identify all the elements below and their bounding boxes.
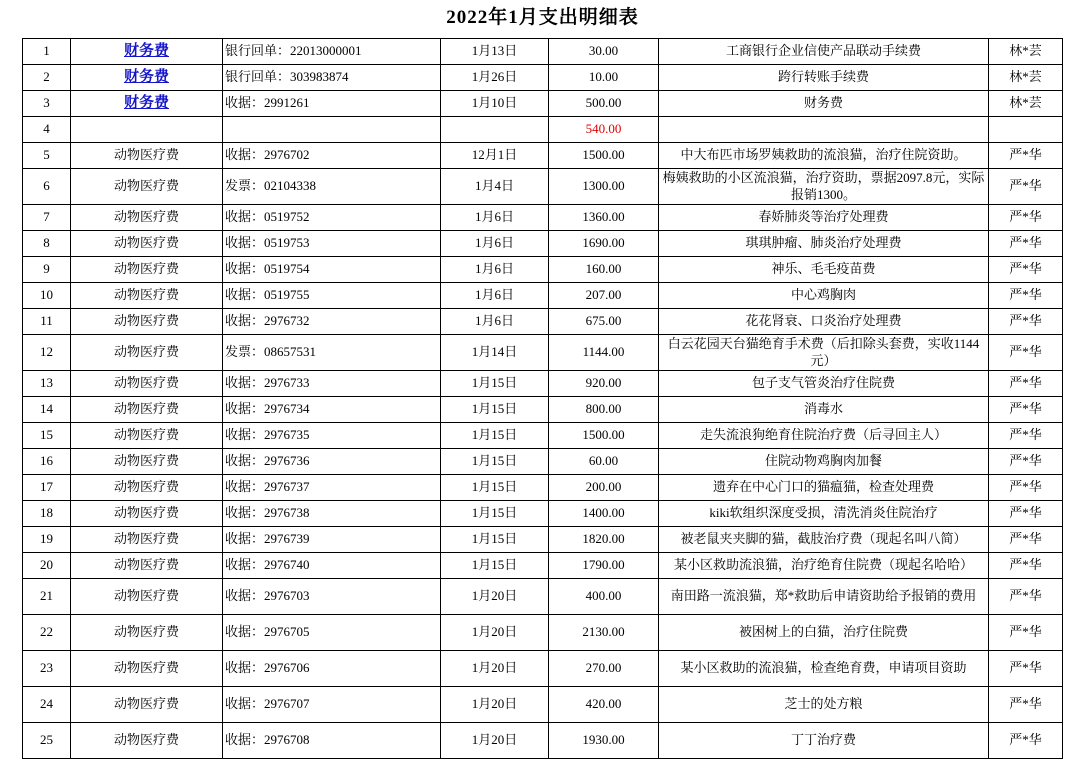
row-date-cell[interactable]: 1月15日 <box>441 475 549 501</box>
row-category-cell[interactable]: 动物医疗费 <box>71 231 223 257</box>
row-category-cell[interactable]: 动物医疗费 <box>71 143 223 169</box>
row-amount-cell[interactable]: 1400.00 <box>549 501 659 527</box>
row-category-cell[interactable]: 动物医疗费 <box>71 257 223 283</box>
table-row[interactable] <box>23 205 1063 231</box>
row-amount-cell[interactable]: 160.00 <box>549 257 659 283</box>
row-category-cell[interactable]: 动物医疗费 <box>71 283 223 309</box>
row-date-cell[interactable]: 1月20日 <box>441 723 549 759</box>
row-description-cell[interactable]: 某小区救助的流浪猫，检查绝育费，申请项目资助 <box>659 651 989 687</box>
row-document-cell[interactable]: 收据：2976708 <box>223 723 441 759</box>
row-handler-cell[interactable]: 严*华 <box>989 257 1063 283</box>
row-index-cell[interactable]: 16 <box>23 449 71 475</box>
row-amount-cell[interactable]: 270.00 <box>549 651 659 687</box>
row-document-cell[interactable]: 收据：2976736 <box>223 449 441 475</box>
row-description-cell[interactable]: 中心鸡胸肉 <box>659 283 989 309</box>
row-document-cell[interactable]: 收据：2976706 <box>223 651 441 687</box>
row-document-cell[interactable]: 收据：2976702 <box>223 143 441 169</box>
row-document-cell[interactable]: 收据：0519752 <box>223 205 441 231</box>
row-description-cell[interactable]: 包子支气管炎治疗住院费 <box>659 371 989 397</box>
row-handler-cell[interactable]: 严*华 <box>989 231 1063 257</box>
row-index-cell[interactable]: 22 <box>23 615 71 651</box>
row-amount-cell[interactable]: 2130.00 <box>549 615 659 651</box>
row-category-cell[interactable]: 动物医疗费 <box>71 579 223 615</box>
row-description-cell[interactable]: 被困树上的白猫，治疗住院费 <box>659 615 989 651</box>
row-handler-cell[interactable]: 严*华 <box>989 723 1063 759</box>
row-document-cell[interactable]: 银行回单：303983874 <box>223 65 441 91</box>
row-index-cell[interactable]: 8 <box>23 231 71 257</box>
row-date-cell[interactable]: 1月10日 <box>441 91 549 117</box>
row-description-cell[interactable] <box>659 117 989 143</box>
table-row[interactable] <box>23 687 1063 723</box>
row-category-cell[interactable]: 动物医疗费 <box>71 335 223 371</box>
row-index-cell[interactable]: 25 <box>23 723 71 759</box>
row-category-cell[interactable]: 动物医疗费 <box>71 475 223 501</box>
row-category-cell[interactable]: 动物医疗费 <box>71 651 223 687</box>
row-handler-cell[interactable]: 严*华 <box>989 143 1063 169</box>
row-index-cell[interactable]: 20 <box>23 553 71 579</box>
row-document-cell[interactable]: 收据：0519755 <box>223 283 441 309</box>
row-date-cell[interactable]: 1月4日 <box>441 169 549 205</box>
row-date-cell[interactable]: 1月15日 <box>441 397 549 423</box>
row-handler-cell[interactable]: 林*芸 <box>989 91 1063 117</box>
table-row[interactable] <box>23 309 1063 335</box>
row-index-cell[interactable]: 6 <box>23 169 71 205</box>
row-document-cell[interactable]: 银行回单：22013000001 <box>223 39 441 65</box>
row-index-cell[interactable]: 18 <box>23 501 71 527</box>
row-handler-cell[interactable]: 严*华 <box>989 397 1063 423</box>
row-date-cell[interactable]: 1月13日 <box>441 39 549 65</box>
row-handler-cell[interactable]: 严*华 <box>989 651 1063 687</box>
row-category-cell[interactable]: 动物医疗费 <box>71 527 223 553</box>
row-document-cell[interactable]: 发票：08657531 <box>223 335 441 371</box>
table-row[interactable] <box>23 169 1063 205</box>
row-description-cell[interactable]: kiki软组织深度受损，清洗消炎住院治疗 <box>659 501 989 527</box>
row-index-cell[interactable]: 19 <box>23 527 71 553</box>
row-amount-cell[interactable]: 500.00 <box>549 91 659 117</box>
row-date-cell[interactable]: 1月15日 <box>441 527 549 553</box>
table-row[interactable] <box>23 143 1063 169</box>
row-index-cell[interactable]: 9 <box>23 257 71 283</box>
row-index-cell[interactable]: 12 <box>23 335 71 371</box>
row-amount-cell[interactable]: 1690.00 <box>549 231 659 257</box>
table-row[interactable] <box>23 257 1063 283</box>
row-amount-cell[interactable]: 207.00 <box>549 283 659 309</box>
row-handler-cell[interactable] <box>989 117 1063 143</box>
table-row[interactable] <box>23 65 1063 91</box>
row-handler-cell[interactable]: 严*华 <box>989 687 1063 723</box>
row-date-cell[interactable]: 1月14日 <box>441 335 549 371</box>
row-index-cell[interactable]: 7 <box>23 205 71 231</box>
row-description-cell[interactable]: 芝士的处方粮 <box>659 687 989 723</box>
row-date-cell[interactable]: 1月6日 <box>441 205 549 231</box>
row-category-cell[interactable]: 动物医疗费 <box>71 723 223 759</box>
row-category-cell[interactable]: 动物医疗费 <box>71 397 223 423</box>
row-handler-cell[interactable]: 严*华 <box>989 475 1063 501</box>
row-amount-cell[interactable]: 1144.00 <box>549 335 659 371</box>
row-description-cell[interactable]: 中大布匹市场罗姨救助的流浪猫，治疗住院资助。 <box>659 143 989 169</box>
row-amount-cell[interactable]: 540.00 <box>549 117 659 143</box>
row-document-cell[interactable]: 收据：2976738 <box>223 501 441 527</box>
row-description-cell[interactable]: 花花肾衰、口炎治疗处理费 <box>659 309 989 335</box>
row-category-cell[interactable]: 财务费 <box>71 39 223 65</box>
row-date-cell[interactable]: 1月6日 <box>441 309 549 335</box>
table-row[interactable] <box>23 615 1063 651</box>
row-document-cell[interactable]: 收据：2991261 <box>223 91 441 117</box>
row-description-cell[interactable]: 住院动物鸡胸肉加餐 <box>659 449 989 475</box>
row-handler-cell[interactable]: 严*华 <box>989 205 1063 231</box>
row-description-cell[interactable]: 工商银行企业信使产品联动手续费 <box>659 39 989 65</box>
row-document-cell[interactable]: 收据：2976737 <box>223 475 441 501</box>
row-document-cell[interactable]: 收据：2976733 <box>223 371 441 397</box>
row-amount-cell[interactable]: 1500.00 <box>549 423 659 449</box>
table-row[interactable] <box>23 283 1063 309</box>
table-row[interactable] <box>23 117 1063 143</box>
row-description-cell[interactable]: 丁丁治疗费 <box>659 723 989 759</box>
row-date-cell[interactable]: 1月15日 <box>441 371 549 397</box>
row-handler-cell[interactable]: 林*芸 <box>989 65 1063 91</box>
row-handler-cell[interactable]: 严*华 <box>989 309 1063 335</box>
row-document-cell[interactable]: 收据：2976735 <box>223 423 441 449</box>
row-description-cell[interactable]: 琪琪肿瘤、肺炎治疗处理费 <box>659 231 989 257</box>
row-index-cell[interactable]: 15 <box>23 423 71 449</box>
row-index-cell[interactable]: 11 <box>23 309 71 335</box>
row-date-cell[interactable]: 1月15日 <box>441 423 549 449</box>
table-row[interactable] <box>23 651 1063 687</box>
row-description-cell[interactable]: 消毒水 <box>659 397 989 423</box>
row-category-cell[interactable] <box>71 117 223 143</box>
row-index-cell[interactable]: 24 <box>23 687 71 723</box>
row-amount-cell[interactable]: 800.00 <box>549 397 659 423</box>
row-document-cell[interactable]: 收据：2976705 <box>223 615 441 651</box>
row-description-cell[interactable]: 南田路一流浪猫，郑*救助后申请资助给予报销的费用 <box>659 579 989 615</box>
row-document-cell[interactable]: 收据：2976703 <box>223 579 441 615</box>
row-category-cell[interactable]: 财务费 <box>71 65 223 91</box>
expense-table-body <box>23 39 1063 759</box>
row-document-cell[interactable]: 收据：0519753 <box>223 231 441 257</box>
table-row[interactable] <box>23 335 1063 371</box>
row-date-cell[interactable]: 1月6日 <box>441 231 549 257</box>
row-category-cell[interactable]: 财务费 <box>71 91 223 117</box>
table-row[interactable] <box>23 231 1063 257</box>
page-title: 2022年1月支出明细表 <box>446 7 639 28</box>
row-amount-cell[interactable]: 10.00 <box>549 65 659 91</box>
row-date-cell[interactable]: 1月15日 <box>441 449 549 475</box>
row-date-cell[interactable]: 1月20日 <box>441 687 549 723</box>
row-index-cell[interactable]: 1 <box>23 39 71 65</box>
row-document-cell[interactable]: 收据：2976734 <box>223 397 441 423</box>
row-date-cell[interactable]: 1月20日 <box>441 651 549 687</box>
row-category-cell[interactable]: 动物医疗费 <box>71 169 223 205</box>
table-row[interactable] <box>23 553 1063 579</box>
row-amount-cell[interactable]: 1820.00 <box>549 527 659 553</box>
row-index-cell[interactable]: 13 <box>23 371 71 397</box>
table-row[interactable] <box>23 579 1063 615</box>
row-handler-cell[interactable]: 林*芸 <box>989 39 1063 65</box>
row-amount-cell[interactable]: 420.00 <box>549 687 659 723</box>
row-description-cell[interactable]: 神乐、毛毛疫苗费 <box>659 257 989 283</box>
row-date-cell[interactable]: 1月6日 <box>441 283 549 309</box>
row-document-cell[interactable]: 收据：2976732 <box>223 309 441 335</box>
row-description-cell[interactable]: 走失流浪狗绝育住院治疗费（后寻回主人） <box>659 423 989 449</box>
row-handler-cell[interactable]: 严*华 <box>989 501 1063 527</box>
table-row[interactable] <box>23 723 1063 759</box>
row-handler-cell[interactable]: 严*华 <box>989 449 1063 475</box>
row-description-cell[interactable]: 财务费 <box>659 91 989 117</box>
row-category-cell[interactable]: 动物医疗费 <box>71 205 223 231</box>
row-amount-cell[interactable]: 1360.00 <box>549 205 659 231</box>
row-amount-cell[interactable]: 400.00 <box>549 579 659 615</box>
row-amount-cell[interactable]: 1790.00 <box>549 553 659 579</box>
row-index-cell[interactable]: 14 <box>23 397 71 423</box>
row-document-cell[interactable]: 收据：2976739 <box>223 527 441 553</box>
row-date-cell[interactable] <box>441 117 549 143</box>
row-category-cell[interactable]: 动物医疗费 <box>71 309 223 335</box>
table-row[interactable] <box>23 449 1063 475</box>
row-date-cell[interactable]: 1月15日 <box>441 501 549 527</box>
row-index-cell[interactable]: 2 <box>23 65 71 91</box>
row-amount-cell[interactable]: 60.00 <box>549 449 659 475</box>
row-index-cell[interactable]: 17 <box>23 475 71 501</box>
row-index-cell[interactable]: 21 <box>23 579 71 615</box>
table-row[interactable] <box>23 423 1063 449</box>
row-handler-cell[interactable]: 严*华 <box>989 335 1063 371</box>
row-amount-cell[interactable]: 1930.00 <box>549 723 659 759</box>
table-row[interactable] <box>23 91 1063 117</box>
row-handler-cell[interactable]: 严*华 <box>989 553 1063 579</box>
row-document-cell[interactable]: 收据：0519754 <box>223 257 441 283</box>
table-row[interactable] <box>23 39 1063 65</box>
row-handler-cell[interactable]: 严*华 <box>989 423 1063 449</box>
row-description-cell[interactable]: 某小区救助流浪猫，治疗绝育住院费（现起名哈哈） <box>659 553 989 579</box>
table-row[interactable] <box>23 475 1063 501</box>
expense-table <box>22 38 1063 759</box>
table-row[interactable] <box>23 501 1063 527</box>
row-index-cell[interactable]: 4 <box>23 117 71 143</box>
row-index-cell[interactable]: 5 <box>23 143 71 169</box>
row-description-cell[interactable]: 白云花园天台猫绝育手术费（后扣除头套费，实收1144元） <box>659 335 989 371</box>
row-date-cell[interactable]: 1月20日 <box>441 579 549 615</box>
row-index-cell[interactable]: 3 <box>23 91 71 117</box>
row-date-cell[interactable]: 1月6日 <box>441 257 549 283</box>
row-category-cell[interactable]: 动物医疗费 <box>71 449 223 475</box>
row-handler-cell[interactable]: 严*华 <box>989 615 1063 651</box>
row-date-cell[interactable]: 12月1日 <box>441 143 549 169</box>
table-row[interactable] <box>23 527 1063 553</box>
row-handler-cell[interactable]: 严*华 <box>989 579 1063 615</box>
row-amount-cell[interactable]: 1300.00 <box>549 169 659 205</box>
row-handler-cell[interactable]: 严*华 <box>989 169 1063 205</box>
row-category-cell[interactable]: 动物医疗费 <box>71 423 223 449</box>
row-index-cell[interactable]: 23 <box>23 651 71 687</box>
row-date-cell[interactable]: 1月15日 <box>441 553 549 579</box>
row-description-cell[interactable]: 春娇肺炎等治疗处理费 <box>659 205 989 231</box>
row-document-cell[interactable]: 收据：2976707 <box>223 687 441 723</box>
row-description-cell[interactable]: 梅姨救助的小区流浪猫，治疗资助，票据2097.8元，实际报销1300。 <box>659 169 989 205</box>
row-description-cell[interactable]: 跨行转账手续费 <box>659 65 989 91</box>
row-category-cell[interactable]: 动物医疗费 <box>71 501 223 527</box>
row-category-cell[interactable]: 动物医疗费 <box>71 615 223 651</box>
row-category-cell[interactable]: 动物医疗费 <box>71 371 223 397</box>
row-amount-cell[interactable]: 675.00 <box>549 309 659 335</box>
row-index-cell[interactable]: 10 <box>23 283 71 309</box>
row-handler-cell[interactable]: 严*华 <box>989 527 1063 553</box>
row-handler-cell[interactable]: 严*华 <box>989 283 1063 309</box>
row-document-cell[interactable] <box>223 117 441 143</box>
row-date-cell[interactable]: 1月20日 <box>441 615 549 651</box>
table-row[interactable] <box>23 371 1063 397</box>
row-handler-cell[interactable]: 严*华 <box>989 371 1063 397</box>
row-amount-cell[interactable]: 920.00 <box>549 371 659 397</box>
row-amount-cell[interactable]: 30.00 <box>549 39 659 65</box>
row-amount-cell[interactable]: 1500.00 <box>549 143 659 169</box>
row-date-cell[interactable]: 1月26日 <box>441 65 549 91</box>
row-category-cell[interactable]: 动物医疗费 <box>71 553 223 579</box>
row-document-cell[interactable]: 发票：02104338 <box>223 169 441 205</box>
row-description-cell[interactable]: 遗弃在中心门口的猫瘟猫，检查处理费 <box>659 475 989 501</box>
row-description-cell[interactable]: 被老鼠夹夹脚的猫，截肢治疗费（现起名叫八简） <box>659 527 989 553</box>
row-document-cell[interactable]: 收据：2976740 <box>223 553 441 579</box>
row-amount-cell[interactable]: 200.00 <box>549 475 659 501</box>
row-category-cell[interactable]: 动物医疗费 <box>71 687 223 723</box>
table-row[interactable] <box>23 397 1063 423</box>
